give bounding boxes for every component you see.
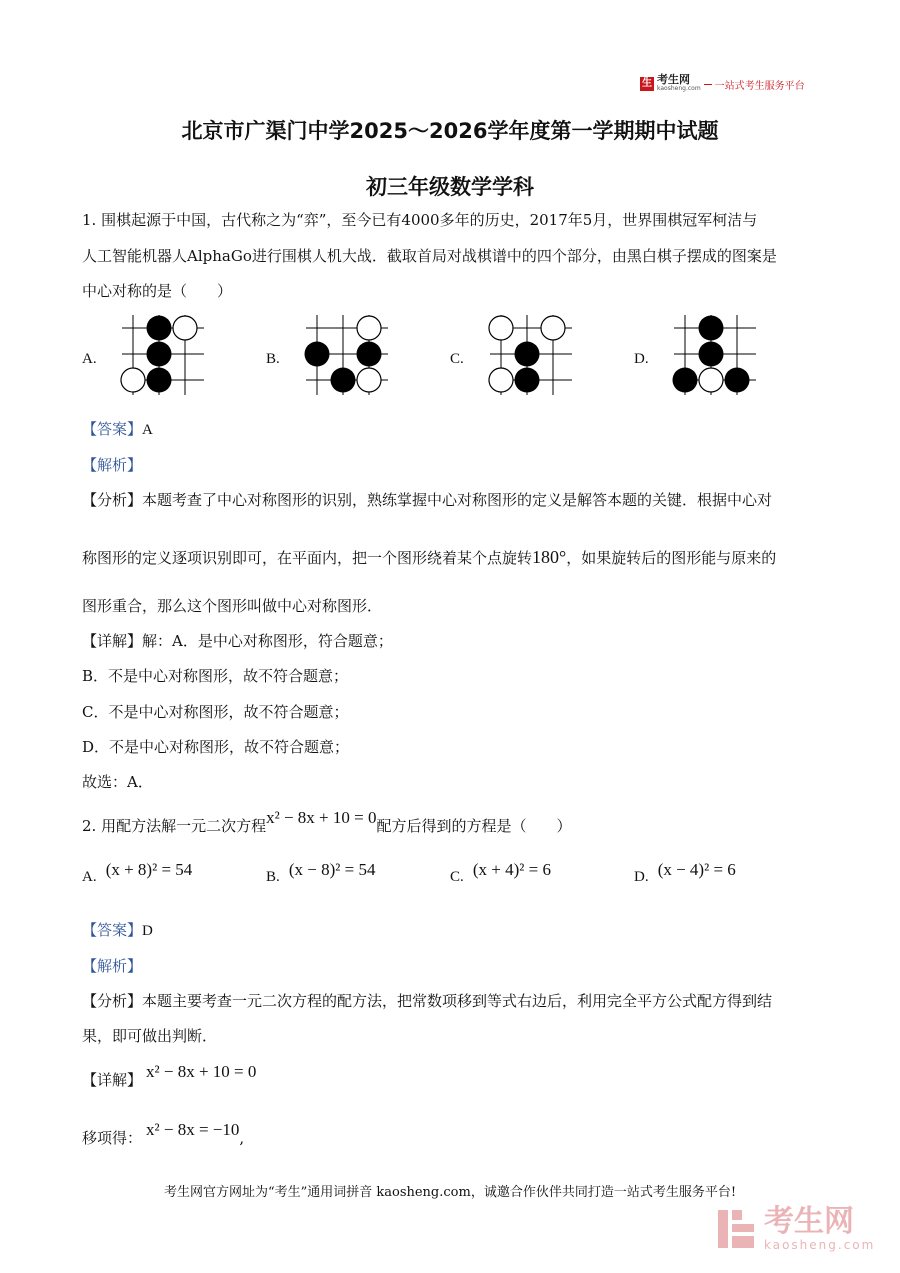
q1-fenxi-line-1: 【分析】本题考查了中心对称图形的识别，熟练掌握中心对称图形的定义是解答本题的关键．根据中心对	[82, 491, 773, 509]
q1-detail-line-3: C．不是中心对称图形，故不符合题意；	[82, 703, 349, 721]
black-stone	[699, 342, 724, 367]
logo-brand: 考生网	[657, 73, 690, 86]
q2-option-b-expr: (x − 8)² = 54	[288, 860, 376, 879]
black-stone	[699, 316, 724, 341]
q1-line-1: 1. 围棋起源于中国，古代称之为“弈”，至今已有4000多年的历史，2017年5月，世界围棋冠军柯洁与	[82, 211, 758, 229]
rotation-angle: 180°	[532, 547, 567, 567]
watermark-logo	[716, 1206, 875, 1252]
q2-move	[82, 1120, 245, 1148]
q2-detail	[82, 1062, 257, 1090]
header-logo	[640, 74, 805, 94]
q2-fenxi-line-2: 果，即可做出判断．	[82, 1027, 218, 1045]
q1-line-3: 中心对称的是（ ）	[82, 282, 233, 300]
watermark-brand: 考生网	[764, 1204, 854, 1239]
q1-choose: 故选：A．	[82, 773, 153, 791]
q2-move-equation: x² − 8x = −10	[146, 1120, 240, 1139]
q2-option-b-label: B.	[266, 869, 280, 885]
q2-option-d-expr: (x − 4)² = 6	[657, 860, 736, 879]
q1-answer-value: A	[142, 422, 153, 438]
q1-analysis-label: 【解析】	[82, 456, 143, 474]
white-stone	[357, 368, 381, 392]
q2-option-d	[634, 860, 736, 886]
q2-answer-value: D	[142, 923, 153, 939]
q1-detail-line-2: B．不是中心对称图形，故不符合题意；	[82, 667, 349, 685]
q1-option-b-label: B.	[266, 351, 280, 367]
watermark-mark-icon	[716, 1206, 758, 1252]
black-stone	[515, 368, 540, 393]
q2-option-a	[82, 860, 193, 886]
black-stone	[331, 368, 356, 393]
white-stone	[489, 368, 513, 392]
white-stone	[699, 368, 723, 392]
page-subtitle: 初三年级数学学科	[366, 175, 534, 199]
q1-detail-a: A．是中心对称图形，符合题意；	[172, 632, 393, 650]
black-stone	[305, 342, 330, 367]
white-stone	[541, 316, 565, 340]
q2-stem-a: 2. 用配方法解一元二次方程	[82, 817, 267, 835]
q2-option-a-expr: (x + 8)² = 54	[105, 860, 193, 879]
black-stone	[147, 368, 172, 393]
q1-option-b-board	[302, 313, 390, 397]
q1-option-a-label: A.	[82, 351, 97, 367]
black-stone	[515, 342, 540, 367]
q1-answer	[82, 419, 153, 440]
q1-line-2: 人工智能机器人AlphaGo进行围棋人机大战．截取首局对战棋谱中的四个部分，由黑白棋子摆成的图案是	[82, 247, 777, 265]
q2-analysis-label: 【解析】	[82, 957, 143, 975]
watermark-domain: kaosheng.com	[764, 1238, 876, 1252]
q1-detail-line-4: D．不是中心对称图形，故不符合题意；	[82, 738, 350, 756]
q1-fenxi-2a: 称图形的定义逐项识别即可，在平面内，把一个图形绕着某个点旋转	[82, 549, 533, 567]
q1-option-d-board	[670, 313, 758, 397]
q2-move-label: 移项得：	[82, 1129, 143, 1147]
q2-move-tail: ,	[239, 1129, 245, 1147]
q1-option-c-label: C.	[450, 351, 464, 367]
q2-option-b	[266, 860, 376, 886]
q2-detail-equation: x² − 8x + 10 = 0	[146, 1062, 257, 1081]
white-stone	[357, 316, 381, 340]
black-stone	[147, 342, 172, 367]
q2-answer-label: 【答案】	[82, 921, 143, 939]
q1-option-a-board	[118, 313, 206, 397]
q2-option-a-label: A.	[82, 869, 97, 885]
page-footer: 考生网官方网址为“考生”通用词拼音 kaosheng.com，诚邀合作伙伴共同打造一站式考生服务平台!	[163, 1185, 737, 1200]
q2-option-c-label: C.	[450, 869, 464, 885]
q1-fenxi-line-3: 图形重合，那么这个图形叫做中心对称图形．	[82, 597, 383, 615]
white-stone	[489, 316, 513, 340]
q1-answer-label: 【答案】	[82, 420, 143, 438]
q1-option-d-label: D.	[634, 351, 649, 367]
q2-option-c-expr: (x + 4)² = 6	[472, 860, 551, 879]
q2-detail-label: 【详解】	[82, 1071, 143, 1089]
q1-detail-line-1	[82, 631, 393, 651]
page-title: 北京市广渠门中学2025～2026学年度第一学期期中试题	[181, 119, 719, 143]
q1-option-c-board	[486, 313, 574, 397]
q2-fenxi-line-1: 【分析】本题主要考查一元二次方程的配方法，把常数项移到等式右边后，利用完全平方公式配方得到结	[82, 992, 773, 1010]
black-stone	[357, 342, 382, 367]
q1-fenxi-2b: ，如果旋转后的图形能与原来的	[566, 549, 777, 567]
logo-slogan: 一站式考生服务平台	[714, 80, 805, 92]
q1-detail-label: 【详解】解：	[82, 632, 173, 650]
black-stone	[725, 368, 750, 393]
white-stone	[121, 368, 145, 392]
white-stone	[173, 316, 197, 340]
q2-option-d-label: D.	[634, 869, 649, 885]
black-stone	[673, 368, 698, 393]
logo-mark-icon: 生	[642, 78, 652, 89]
black-stone	[147, 316, 172, 341]
logo-domain: kaosheng.com	[657, 85, 701, 92]
q2-stem	[82, 808, 572, 836]
q2-answer	[82, 920, 153, 941]
q2-option-c	[450, 860, 551, 886]
q2-equation: x² − 8x + 10 = 0	[266, 808, 377, 827]
q2-stem-b: 配方后得到的方程是（ ）	[376, 817, 572, 835]
q1-fenxi-line-2	[82, 547, 776, 568]
